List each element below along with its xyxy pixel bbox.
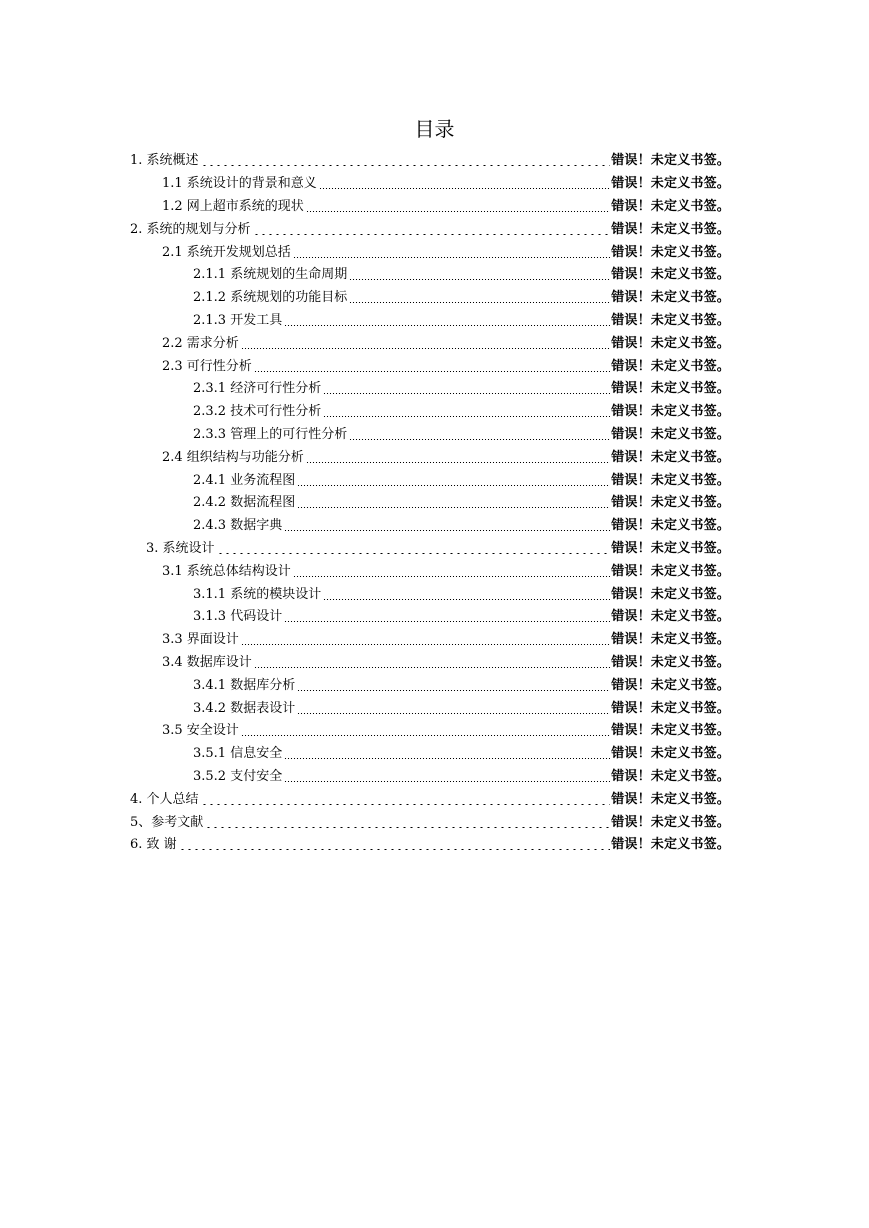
toc-entry-label: 2.1.2 系统规划的功能目标 (193, 290, 348, 306)
toc-entry-page-ref: 错误！未定义书签。 (611, 381, 730, 397)
toc-entry-label: 2.3.1 经济可行性分析 (193, 381, 322, 397)
toc-entry-page-ref: 错误！未定义书签。 (611, 449, 730, 465)
toc-entry-page-ref: 错误！未定义书签。 (611, 495, 730, 511)
dot-leader (293, 257, 610, 258)
toc-entry-label: 1.2 网上超市系统的现状 (162, 198, 304, 214)
toc-entry-label: 6. 致 谢 (130, 837, 177, 853)
toc-entry-3-4-2[interactable] (193, 697, 730, 720)
dot-leader (201, 165, 611, 166)
toc-entry-label: 1. 系统概述 (130, 153, 199, 169)
toc-entry-label: 3.4.2 数据表设计 (193, 700, 296, 716)
toc-entry-page-ref: 错误！未定义书签。 (611, 814, 730, 830)
toc-entry-1[interactable] (130, 150, 730, 173)
toc-entry-page-ref: 错误！未定义书签。 (611, 768, 730, 784)
toc-entry-1-1[interactable] (162, 173, 730, 196)
dot-leader (349, 279, 610, 280)
toc-entry-label: 1.1 系统设计的背景和意义 (162, 176, 317, 192)
toc-entry-2-3-2[interactable] (193, 401, 730, 424)
toc-entry-1-2[interactable] (162, 196, 730, 219)
toc-entry-label: 2. 系统的规划与分析 (130, 221, 251, 237)
toc-entry-page-ref: 错误！未定义书签。 (611, 244, 730, 260)
toc-entry-page-ref: 错误！未定义书签。 (611, 472, 730, 488)
toc-entry-2[interactable] (130, 218, 730, 241)
toc-entry-label: 2.4.2 数据流程图 (193, 495, 296, 511)
toc-entry-page-ref: 错误！未定义书签。 (611, 700, 730, 716)
dot-leader (217, 553, 611, 554)
toc-entry-page-ref: 错误！未定义书签。 (611, 723, 730, 739)
dot-leader (254, 667, 610, 668)
toc-entry-page-ref: 错误！未定义书签。 (611, 198, 730, 214)
dot-leader (323, 393, 610, 394)
toc-entry-page-ref: 错误！未定义书签。 (611, 746, 730, 762)
toc-entry-label: 5、参考文献 (130, 814, 204, 830)
toc-entry-page-ref: 错误！未定义书签。 (611, 358, 730, 374)
toc-entry-4[interactable] (130, 788, 730, 811)
toc-entry-3-4[interactable] (162, 652, 730, 675)
dot-leader (323, 599, 610, 600)
toc-entry-2-1-1[interactable] (193, 264, 730, 287)
toc-entry-3-5[interactable] (162, 720, 730, 743)
toc-entry-label: 3.3 界面设计 (162, 632, 239, 648)
dot-leader (241, 735, 610, 736)
toc-entry-page-ref: 错误！未定义书签。 (611, 221, 730, 237)
dot-leader (297, 507, 610, 508)
toc-entry-page-ref: 错误！未定义书签。 (611, 837, 730, 853)
toc-entry-page-ref: 错误！未定义书签。 (611, 335, 730, 351)
toc-title: 目录 (414, 117, 455, 141)
dot-leader (284, 325, 610, 326)
toc-entry-label: 3.5.2 支付安全 (193, 768, 283, 784)
toc-entry-label: 3.4.1 数据库分析 (193, 677, 296, 693)
toc-entry-3-1-1[interactable] (193, 583, 730, 606)
dot-leader (323, 416, 610, 417)
toc-entry-2-3-1[interactable] (193, 378, 730, 401)
toc-entry-page-ref: 错误！未定义书签。 (611, 426, 730, 442)
toc-entry-label: 2.3 可行性分析 (162, 358, 252, 374)
dot-leader (306, 211, 610, 212)
toc-entry-label: 4. 个人总结 (130, 791, 199, 807)
toc-entry-page-ref: 错误！未定义书签。 (611, 176, 730, 192)
dot-leader (201, 804, 611, 805)
toc-entry-3[interactable] (146, 538, 730, 561)
toc-entry-2-4[interactable] (162, 446, 730, 469)
toc-entry-label: 3.5.1 信息安全 (193, 746, 283, 762)
dot-leader (241, 348, 610, 349)
dot-leader (297, 713, 610, 714)
toc-entry-2-4-1[interactable] (193, 469, 730, 492)
toc-entry-page-ref: 错误！未定义书签。 (611, 540, 730, 556)
toc-entry-label: 2.1.3 开发工具 (193, 312, 283, 328)
toc-entry-3-1-3[interactable] (193, 606, 730, 629)
toc-entry-page-ref: 错误！未定义书签。 (611, 518, 730, 534)
toc-entry-page-ref: 错误！未定义书签。 (611, 563, 730, 579)
toc-entry-2-1[interactable] (162, 241, 730, 264)
dot-leader (205, 827, 610, 828)
dot-leader (319, 188, 610, 189)
dot-leader (349, 302, 610, 303)
toc-entry-3-3[interactable] (162, 629, 730, 652)
toc-entry-page-ref: 错误！未定义书签。 (611, 609, 730, 625)
dot-leader (254, 371, 610, 372)
toc-entry-label: 3.5 安全设计 (162, 723, 239, 739)
toc-entry-page-ref: 错误！未定义书签。 (611, 586, 730, 602)
toc-entry-3-1[interactable] (162, 560, 730, 583)
toc-entry-2-1-3[interactable] (193, 310, 730, 333)
dot-leader (284, 758, 610, 759)
toc-entry-label: 2.4.3 数据字典 (193, 518, 283, 534)
toc-entry-page-ref: 错误！未定义书签。 (611, 290, 730, 306)
toc-entry-page-ref: 错误！未定义书签。 (611, 267, 730, 283)
toc-entry-label: 2.2 需求分析 (162, 335, 239, 351)
toc-entry-label: 2.1 系统开发规划总括 (162, 244, 291, 260)
toc-entry-6[interactable] (130, 834, 730, 857)
toc-entry-page-ref: 错误！未定义书签。 (611, 654, 730, 670)
toc-entry-page-ref: 错误！未定义书签。 (611, 791, 730, 807)
toc-entry-label: 3.1.3 代码设计 (193, 609, 283, 625)
dot-leader (306, 462, 610, 463)
toc-entry-page-ref: 错误！未定义书签。 (611, 632, 730, 648)
toc-entry-page-ref: 错误！未定义书签。 (611, 153, 730, 169)
toc-entry-2-3[interactable] (162, 355, 730, 378)
toc-entry-3-4-1[interactable] (193, 674, 730, 697)
dot-leader (253, 234, 611, 235)
dot-leader (179, 849, 611, 850)
dot-leader (293, 576, 610, 577)
toc-entry-label: 3.1.1 系统的模块设计 (193, 586, 322, 602)
dot-leader (284, 530, 610, 531)
dot-leader (241, 644, 610, 645)
toc-entry-page-ref: 错误！未定义书签。 (611, 312, 730, 328)
toc-entry-2-1-2[interactable] (193, 287, 730, 310)
toc-entry-5[interactable] (130, 811, 730, 834)
toc-entry-2-4-2[interactable] (193, 492, 730, 515)
dot-leader (297, 485, 610, 486)
toc-entry-label: 3.1 系统总体结构设计 (162, 563, 291, 579)
toc-entry-label: 2.4.1 业务流程图 (193, 472, 296, 488)
toc-entry-2-4-3[interactable] (193, 515, 730, 538)
toc-entry-label: 2.1.1 系统规划的生命周期 (193, 267, 348, 283)
toc-entry-page-ref: 错误！未定义书签。 (611, 677, 730, 693)
toc-entry-label: 2.3.3 管理上的可行性分析 (193, 426, 348, 442)
toc-entry-3-5-1[interactable] (193, 743, 730, 766)
toc-entry-label: 2.3.2 技术可行性分析 (193, 404, 322, 420)
toc-entry-label: 3.4 数据库设计 (162, 654, 252, 670)
toc-entry-2-2[interactable] (162, 332, 730, 355)
toc-entry-label: 3. 系统设计 (146, 540, 215, 556)
toc-entry-label: 2.4 组织结构与功能分析 (162, 449, 304, 465)
dot-leader (284, 621, 610, 622)
dot-leader (297, 690, 610, 691)
dot-leader (349, 439, 610, 440)
toc-entry-3-5-2[interactable] (193, 766, 730, 789)
toc-entry-page-ref: 错误！未定义书签。 (611, 404, 730, 420)
toc-entry-2-3-3[interactable] (193, 424, 730, 447)
dot-leader (284, 781, 610, 782)
